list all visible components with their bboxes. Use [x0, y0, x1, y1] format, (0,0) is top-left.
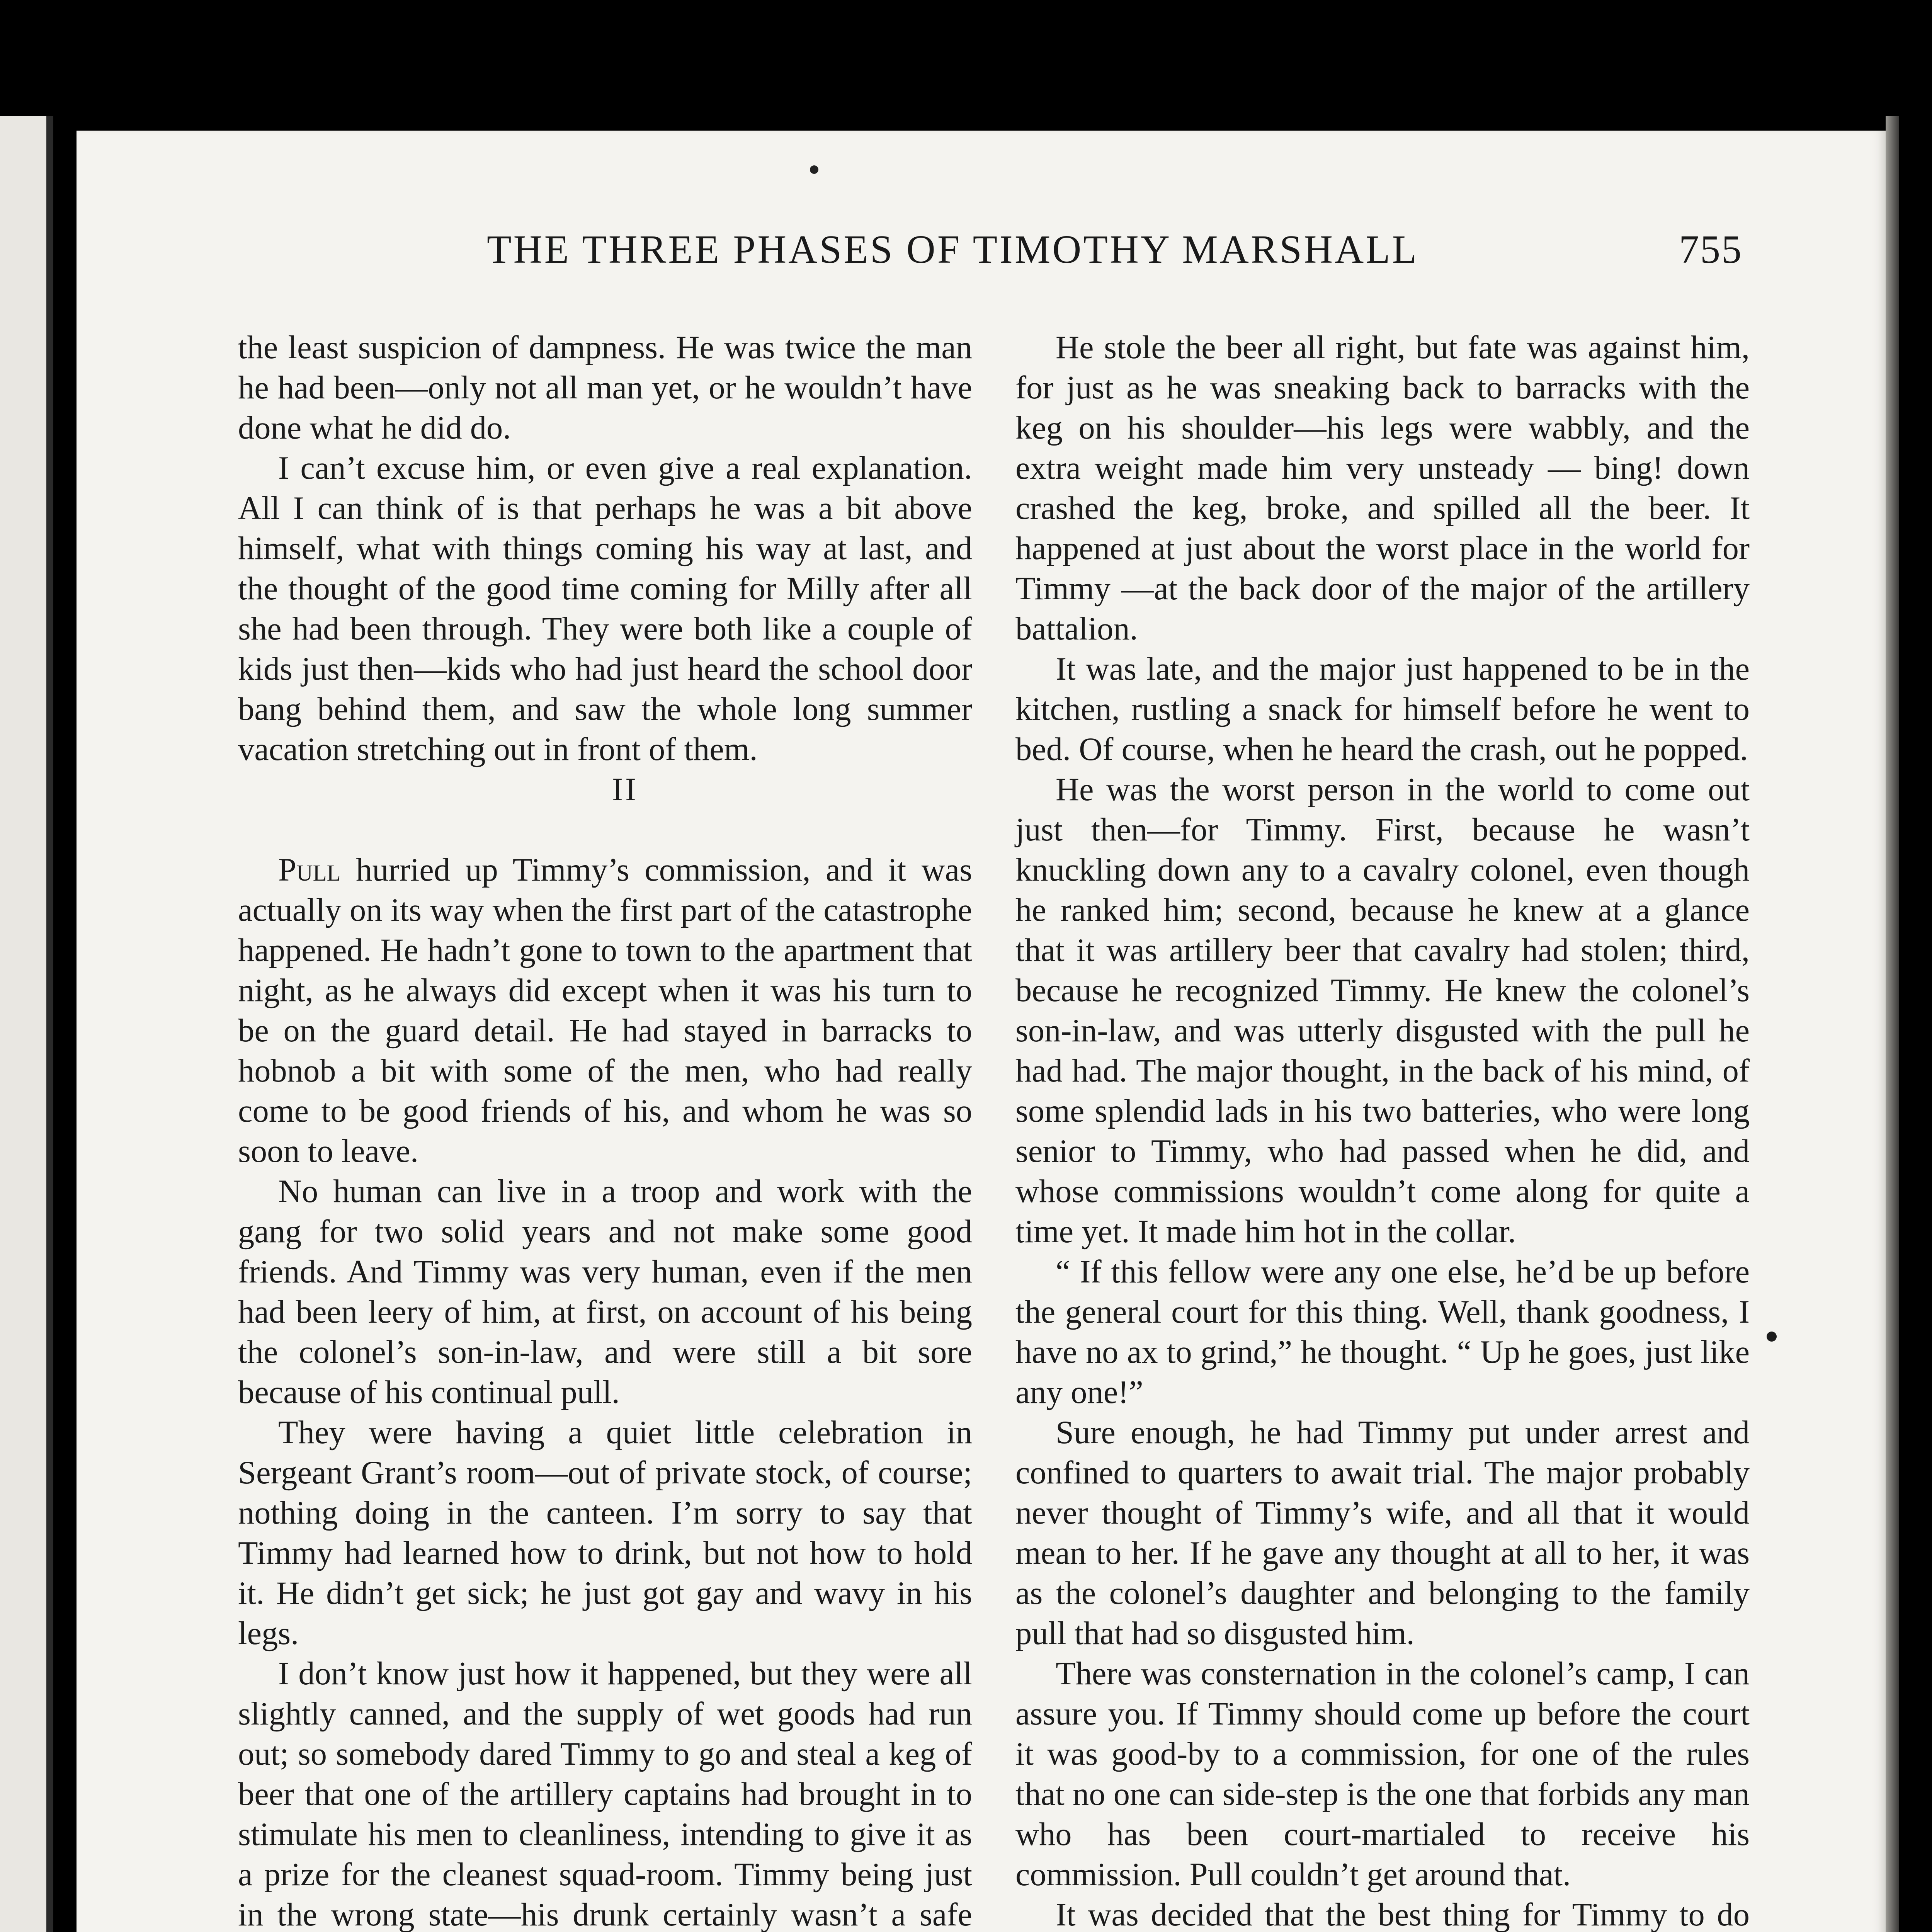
text-column-right: [1015, 328, 1750, 1932]
paragraph: the least suspicion of dampness. He was twice the man he had been—only not all man yet, or he wouldn’t have done what he did do.: [238, 330, 972, 446]
paragraph-text: hurried up Timmy’s commission, and it was actually on its way when the first part of the catastrophe happened. He hadn’t gone to town to the apartment that night, as he always did except when it was his turn to be on the guard detail. He had stayed in barracks to hobnob a bit with some of the men, who had really come to be good friends of his, and whom he was so soon to leave.: [238, 852, 972, 1169]
paragraph: He was the worst person in the world to come out just then—for Timmy. First, because he wasn’t knuckling down any to a cavalry colonel, even though he ranked him; second, because he knew at a glance that it was artillery beer that cavalry had stolen; third, because he recognized Timmy. He knew the colonel’s son-in-law, and was utterly disgusted with the pull he had had. The major thought, in the back of his mind, of some splendid lads in his two batteries, who were long senior to Timmy, who had passed when he did, and whose commissions wouldn’t come along for quite a time yet. It made him hot in the collar.: [1015, 772, 1750, 1250]
paragraph-lead-word: Pull: [278, 852, 341, 888]
paragraph: “ If this fellow were any one else, he’d be up before the general court for this thing. Well, thank goodness, I have no ax to grind,” he thought. “ Up he goes, just like any one!”: [1015, 1254, 1750, 1410]
paragraph: I don’t know just how it happened, but they were all slightly canned, and the supply of wet goods had run out; so somebody dared Timmy to go and steal a keg of beer that one of the artillery captains had brought in to stimulate his men to cleanliness, intending to give it as a prize for the cleanest squad-room. Timmy being just in the wrong state—his drunk certainly wasn’t a safe: [238, 1656, 972, 1932]
paragraph: There was consternation in the colonel’s camp, I can assure you. If Timmy should come up before the court it was good-by to a commission, for one of the rules that no one can side-step is the one that forbids any man who has been court-martialed to receive his commission. Pull couldn’t get around that.: [1015, 1656, 1750, 1893]
page-number: 755: [1679, 227, 1743, 272]
text-column-left: [238, 328, 972, 1932]
adjacent-page-edge: [0, 116, 53, 1932]
ink-speck: [1767, 1332, 1777, 1342]
paragraph: It was decided that the best thing for Timmy to do: [1056, 1897, 1750, 1932]
paragraph: They were having a quiet little celebration in Sergeant Grant’s room—out of private stock, of course; nothing doing in the canteen. I’m sorry to say that Timmy had learned how to drink, but not how to hold it. He didn’t get sick; he just got gay and wavy in his legs.: [238, 1415, 972, 1651]
page-binding-edge: [1886, 116, 1899, 1932]
paragraph: He stole the beer all right, but fate was against him, for just as he was sneaking back to barracks with the keg on his shoulder—his legs were wabbly, and the extra weight made him very unsteady — bing! down crashed the keg, broke, and spilled all the beer. It happened at just about the worst place in the world for Timmy —at the back door of the major of the artillery battalion.: [1015, 330, 1750, 647]
ink-speck: [810, 165, 818, 174]
paragraph: Sure enough, he had Timmy put under arrest and confined to quarters to await trial. The major probably never thought of Timmy’s wife, and all that it would mean to her. If he gave any thought at all to her, it was as the colonel’s daughter and belonging to the family pull that had so disgusted him.: [1015, 1415, 1750, 1651]
paragraph: I can’t excuse him, or even give a real explanation. All I can think of is that perhaps he was a bit above himself, what with things coming his way at last, and the thought of the good time coming for Milly after all she had been through. They were both like a couple of kids just then—kids who had just heard the school door bang behind them, and saw the whole long summer vacation stretching out in front of them.: [238, 450, 972, 767]
paragraph: [238, 850, 972, 1172]
paragraph: No human can live in a troop and work with the gang for two solid years and not make some good friends. And Timmy was very human, even if the men had been leery of him, at first, on account of his being the colonel’s son-in-law, and were still a bit sore because of his continual pull.: [238, 1173, 972, 1410]
paragraph: It was late, and the major just happened to be in the kitchen, rustling a snack for himself before he went to bed. Of course, when he heard the crash, out he popped.: [1015, 651, 1750, 767]
running-title: THE THREE PHASES OF TIMOTHY MARSHALL: [487, 227, 1419, 272]
page-header: [155, 226, 1743, 281]
section-numeral: II: [612, 772, 639, 808]
